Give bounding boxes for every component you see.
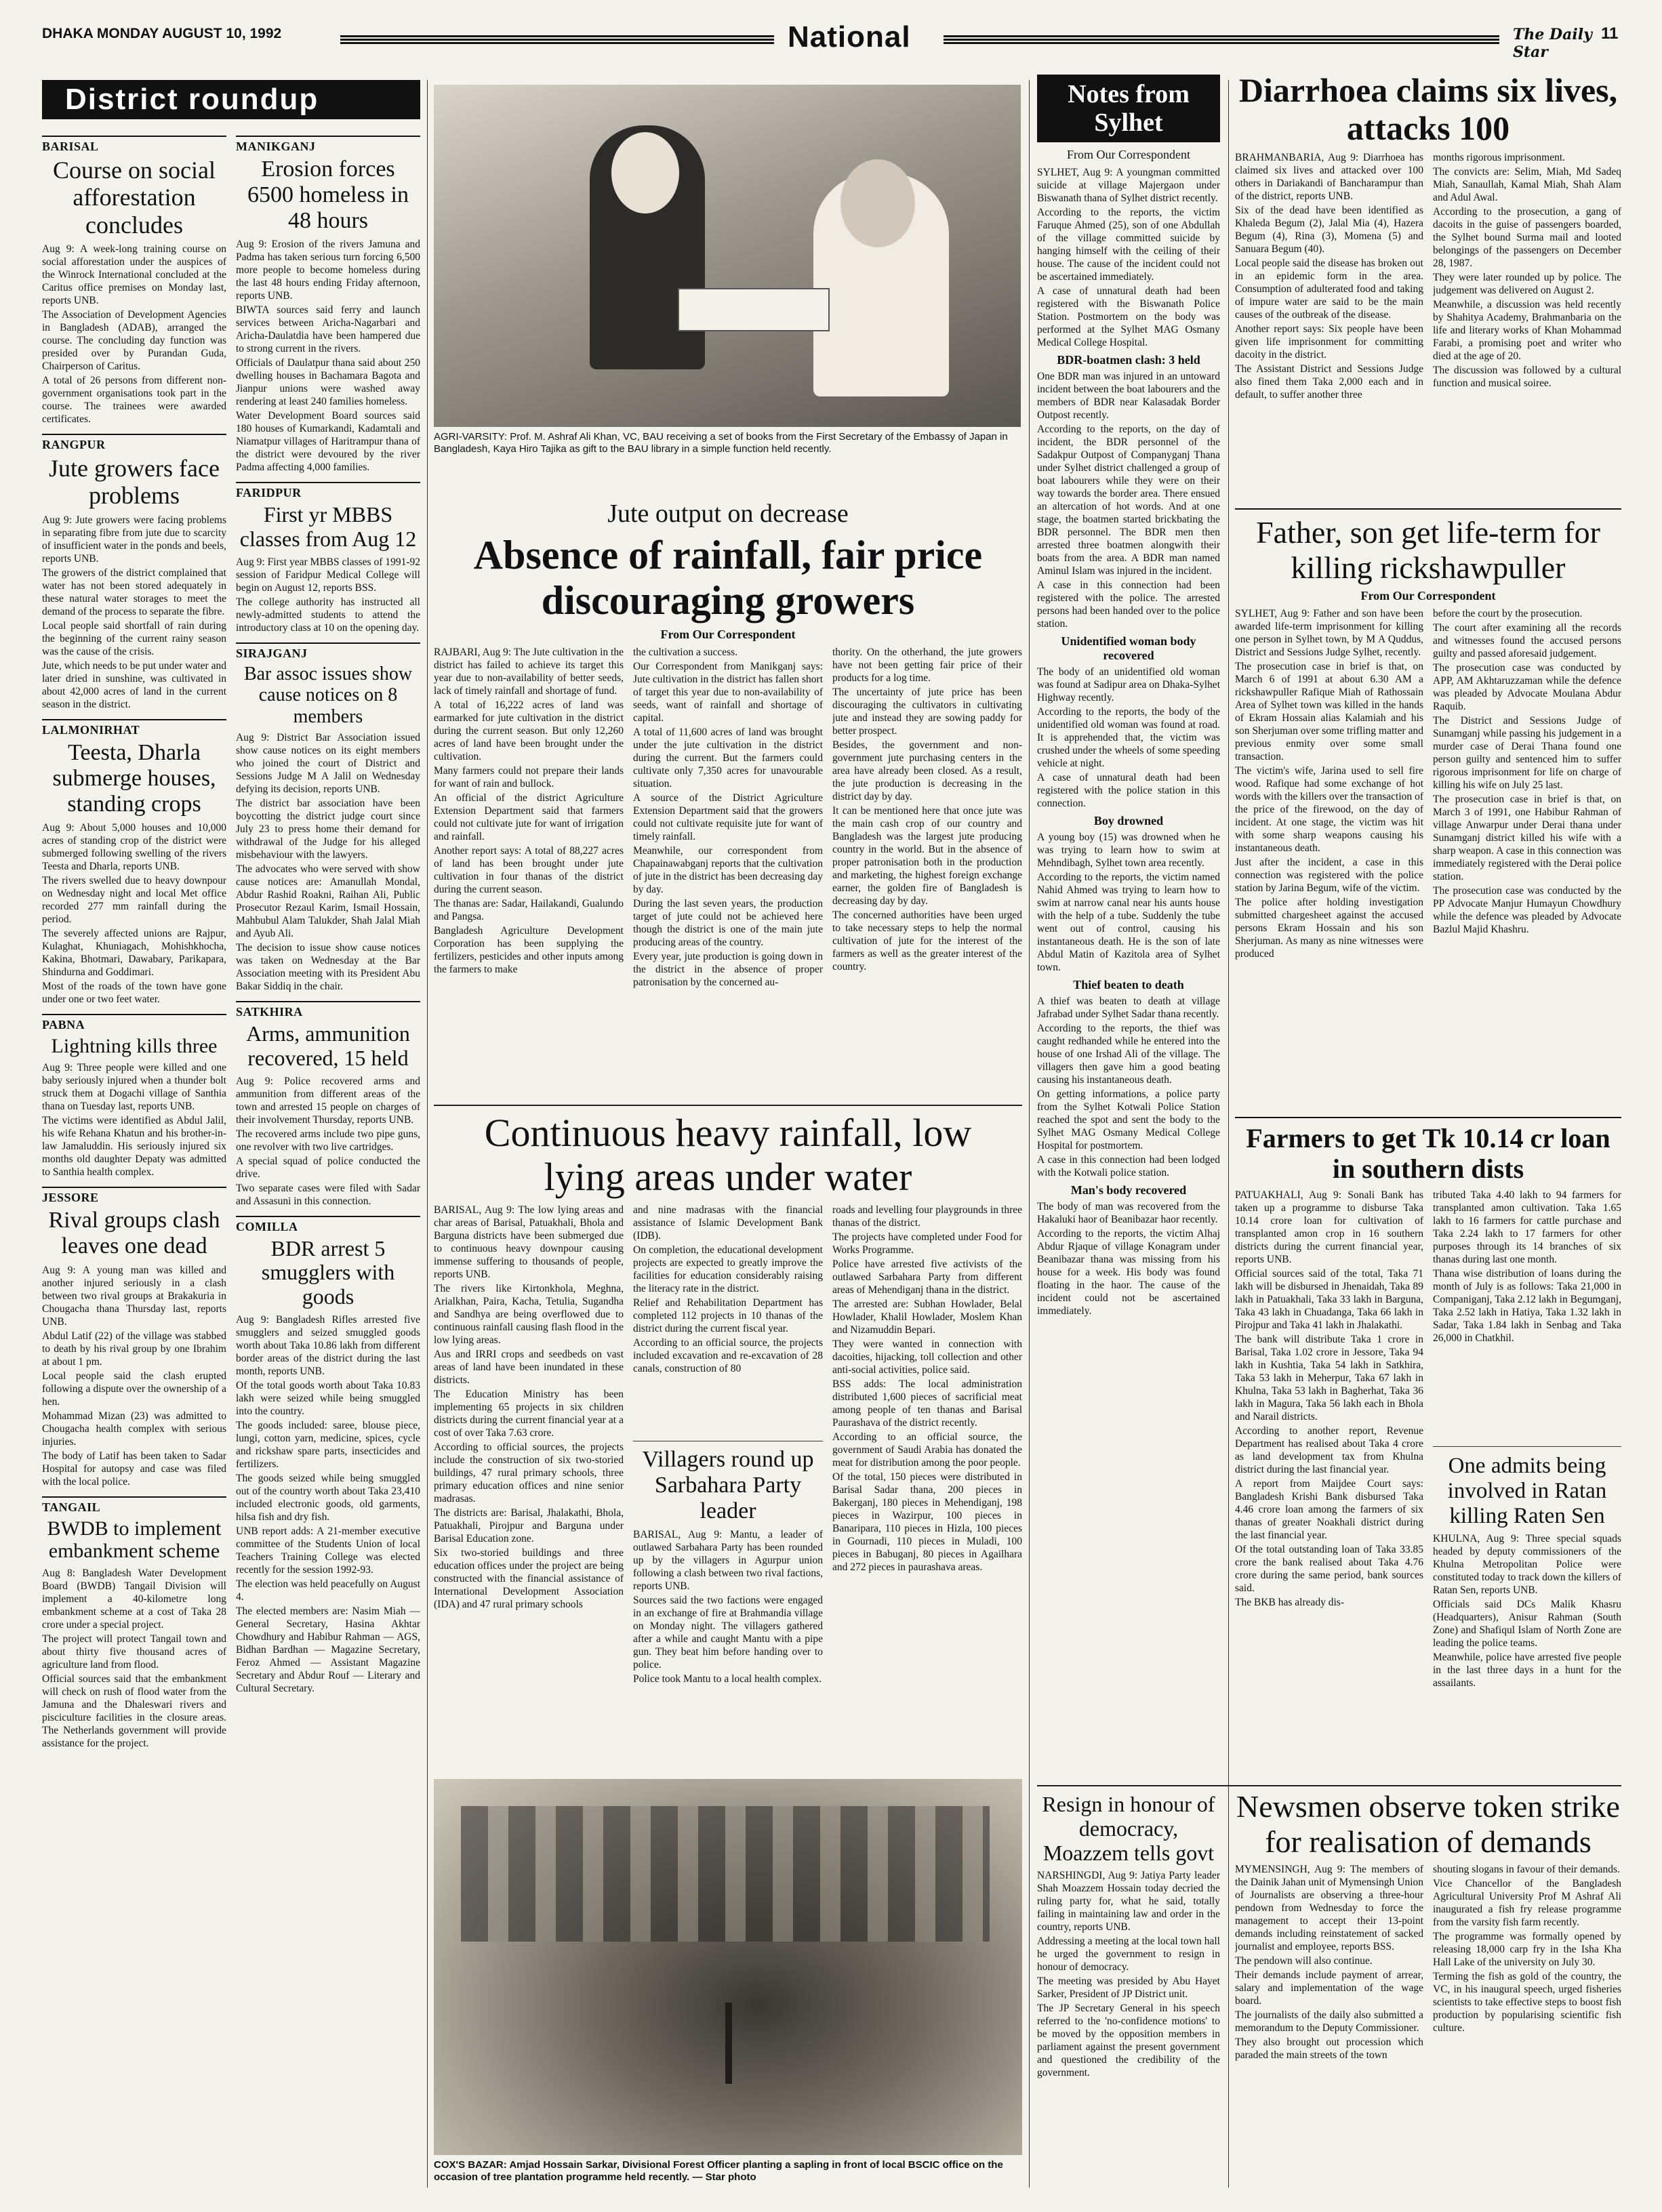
farmers-col-2-wrap [1433, 1189, 1621, 1785]
district-item [42, 1187, 226, 1488]
paragraph: Aug 9: Three people were killed and one baby seriously injured when a thunder bolt struck them at Dogachi village of Santhia thana on Tuesday last, reports UNB. [42, 1062, 226, 1113]
paragraph: Terming the fish as gold of the country, the VC, in his inaugural speech, urged fisheries scientists to take effective steps to boost fish production by popularising scientific fish culture. [1433, 1971, 1621, 2034]
column-rule [427, 80, 428, 2188]
paragraph: Aug 9: Police recovered arms and ammunition from different areas of the town and arrested 15 people on charges of their involvement Thursday, reports UNB. [236, 1075, 420, 1126]
rainfall-story [434, 1111, 1022, 1789]
paragraph: Thana wise distribution of loans during the month of July is as follows: Taka 21,000 in Companiganj, Taka 2.12 lakh in Begumganj, Taka 2.52 lakh in Hatiya, Taka 1.32 lakh in Sadar, Taka 1.84 lakh in Senbag and Taka 26,000 in Chatkhil. [1433, 1267, 1621, 1344]
newsmen-story [1235, 1789, 1621, 2192]
resign-headline: Resign in honour of democracy, Moazzem tells govt [1042, 1793, 1215, 1865]
paragraph: Police have arrested five activists of the outlawed Sarbahara Party from different areas of Mehendiganj thana in the district. [832, 1258, 1022, 1296]
father-son-story [1235, 508, 1621, 1105]
coxs-bazar-caption: COX'S BAZAR: Amjad Hossain Sarkar, Divisional Forest Officer planting a sapling in front of local BSCIC office on the occasion of tree plantation programme held recently. — Star photo [434, 2159, 1003, 2183]
rainfall-body [434, 1204, 1022, 1773]
father-son-column [1433, 607, 1621, 1085]
sylhet-subhead: Thief beaten to death [1073, 978, 1184, 991]
paragraph: Of the total, 150 pieces were distributed in Barisal Sadar thana, 200 pieces in Bakerganj, 180 pieces in Mehendiganj, 198 pieces in Wazirpur, 100 pieces in Banaripara, 110 pieces in Hizla, 100 pieces in Gournadi, 110 pieces in Muladi, 100 pieces in Babuganj, 80 pieces in Agailhara and 272 pieces in paurashava areas. [832, 1471, 1022, 1573]
paragraph: According to the prosecution, a gang of dacoits in the guise of passengers boarded, the Sylhet bound Surma mail and looted belongings of the passengers on December 28, 1987. [1433, 206, 1621, 269]
sylhet-subhead: Unidentified woman body recovered [1061, 634, 1196, 662]
paragraph: Local people said the disease has broken out in an epidemic form in the area. Consumption of adulterated food and taking of impure water are said to be the main causes of the outbreak of the disease. [1235, 258, 1423, 321]
paragraph: Aug 9: Jute growers were facing problems in separating fibre from jute due to scarcity of insufficient water in the ponds and beels, reports UNB. [42, 514, 226, 565]
farmers-col-1 [1235, 1189, 1423, 1785]
district-name: PABNA [42, 1014, 226, 1032]
paragraph: The uncertainty of jute price has been discouraging the cultivators in cultivating jute and instead they are sowing paddy for better prospect. [832, 687, 1022, 737]
paragraph: Of the total outstanding loan of Taka 33.85 crore the bank realised about Taka 4.76 crore during the same period, bank sources said. [1235, 1543, 1423, 1594]
paragraph: tributed Taka 4.40 lakh to 94 farmers for transplanted amon cultivation. Taka 1.65 lakh to 16 farmers for cattle purchase and Taka 2.24 lakh to 17 farmers for other purposes through its 14 branches of six thanas during last one month. [1433, 1189, 1621, 1265]
rainfall-col-2-wrap [633, 1204, 823, 1773]
newsmen-column [1433, 1863, 1621, 2148]
paragraph: BARISAL, Aug 9: Mantu, a leader of outlawed Sarbahara Party has been rounded up by the villagers in Agurpur union following a clash between two rival factions, reports UNB. [633, 1529, 823, 1593]
paragraph: The rivers swelled due to heavy downpour on Wednesday night and local Met office recorded 277 mm rainfall during the period. [42, 874, 226, 925]
sylhet-subhead: Boy drowned [1093, 814, 1164, 827]
paragraph: The rivers like Kirtonkhola, Meghna, Arialkhan, Paira, Kacha, Tetulia, Sugandha and Sandhya are being overflowed due to continuous rainfall causing flash flood in the low lying areas. [434, 1282, 624, 1346]
paragraph: They also brought out procession which paraded the main streets of the town [1235, 2036, 1423, 2062]
paragraph: A case in this connection had been registered with the police. The arrested persons had been handed over to the police station. [1037, 579, 1220, 630]
paragraph: According to the reports, on the day of incident, the BDR personnel of the Sadakpur Outpost of Companyganj Thana under Sylhet district challenged a group of boat labourers while they were on their way towards the border area. There ensued an altercation of hot words. And at one stage, the boatmen started brickbating the BDR personnel. The BDR men then arrested three boatmen alongwith their boats from the area. A BDR man named Aminul Islam was injured in the incident. [1037, 424, 1220, 577]
paragraph: According to the reports, the victim Alhaj Abdur Rjaque of village Konagram under Beanibazar thana was missing from his house for a week. His body was found floating in the haor. The cause of the incident could not be ascertained immediately. [1037, 1228, 1220, 1317]
district-item [236, 482, 420, 634]
paragraph: The journalists of the daily also submitted a memorandum to the Deputy Commissioner. [1235, 2009, 1423, 2034]
paragraph: According to the reports, the victim named Nahid Ahmed was trying to learn how to swim at narrow canal near his aunts house with the help of a tube. Suddenly the tube went out of control, causing his instantaneous death. He is the son of late Abdul Matin of Kazitola area of Sylhet town. [1037, 872, 1220, 973]
paragraph: and nine madrasas with the financial assistance of Islamic Development Bank (IDB). [633, 1204, 823, 1242]
paragraph: Meanwhile, a discussion was held recently by Shahitya Academy, Brahmanbaria on the life and literary works of Khan Mohammad Farabi, a promising poet and writer who died at the age of 20. [1433, 299, 1621, 362]
paragraph: A total of 26 persons from different non-government organisations took part in the course. The trainees were awarded certificates. [42, 374, 226, 425]
paragraph: The recovered arms include two pipe guns, one revolver with two live cartridges. [236, 1128, 420, 1153]
paragraph: BARISAL, Aug 9: The low lying areas and char areas of Barisal, Patuakhali, Bhola and Barguna districts have been submerged due to continuous heavy downpour causing immense suffering to thousands of people, reports UNB. [434, 1204, 624, 1280]
paragraph: The victim's wife, Jarina used to sell fire wood. Rafique had some exchange of hot words with the killers over the transaction of the price of the firewood, on the day of incident. At one stage, the victim was hit with some sharp weapons causing his instantaneous death. [1235, 765, 1423, 855]
masthead-rule-right [944, 35, 1499, 45]
paragraph: According to an official source, the projects included excavation and re-excavation of 28 canals, construction of 80 [633, 1336, 823, 1374]
paragraph: Aug 9: First year MBBS classes of 1991-92 session of Faridpur Medical College will begin on August 12, reports BSS. [236, 556, 420, 594]
paragraph: The prosecution case was conducted by APP, AM Akhtaruzzaman while the defence was pleaded by Advocate Moulana Abdur Raquib. [1433, 662, 1621, 713]
roundup-col-2 [236, 136, 420, 2182]
paragraph: The meeting was presided by Abu Hayet Sarker, President of JP District unit. [1037, 1975, 1220, 2001]
district-name: JESSORE [42, 1187, 226, 1205]
paragraph: The advocates who were served with show cause notices are: Amanullah Mondal, Abdur Rashid Roakni, Raihan Ali, Public Prosecutor Rezaul Karim, Ismail Hossain, Mahbubul Alam Talukder, Shah Jalal Miah and Ayub Ali. [236, 863, 420, 939]
district-name: RANGPUR [42, 434, 226, 452]
agri-varsity-photo-block [434, 85, 1021, 478]
paragraph: The concerned authorities have been urged to take necessary steps to help the normal cultivation of jute for the interest of the farmers as well as the greater interest of the country. [832, 909, 1022, 973]
column-rule [1228, 80, 1229, 2188]
paragraph: The programme was formally opened by releasing 18,000 carp fry in the Isha Kha Hall Lake of the university on July 30. [1433, 1931, 1621, 1969]
villagers-body [633, 1528, 823, 1685]
rainfall-headline: Continuous heavy rainfall, low lying areas under water [484, 1111, 972, 1199]
paragraph: A source of the District Agriculture Extension Department said that the growers could not cultivate requisite jute for want of timely rainfall. [633, 792, 823, 843]
paragraph: Meanwhile, police have arrested five people in the last three days in a hunt for the assailants. [1433, 1652, 1621, 1689]
paragraph: The body of an unidentified old woman was found at Sadipur area on Dhaka-Sylhet Highway recently. [1037, 666, 1220, 703]
district-headline: Course on social afforestation concludes [53, 157, 216, 239]
district-item [236, 642, 420, 993]
paragraph: Abdul Latif (22) of the village was stabbed to death by his rival group by one Ibrahim at about 1 pm. [42, 1330, 226, 1368]
district-headline: First yr MBBS classes from Aug 12 [239, 502, 417, 552]
ratan-sen-body [1433, 1532, 1621, 1689]
farmers-col-2 [1433, 1189, 1621, 1439]
paragraph: The JP Secretary General in his speech referred to the 'no-confidence motions' to be moved by the opposition members in parliament against the present government and questioned the credibility of the government. [1037, 2003, 1220, 2079]
jute-column [434, 646, 624, 1095]
sylhet-notes [1037, 75, 1220, 1779]
paragraph: Aug 9: A young man was killed and another injured seriously in a clash between two rival groups at Brakakuria in Chougacha thana Thursday last, reports UNB. [42, 1264, 226, 1328]
section-rule [434, 1105, 1022, 1106]
paragraph: Aug 9: Bangladesh Rifles arrested five smugglers and seized smuggled goods worth about Taka 10.86 lakh from different border areas of the district during the last month, reports UNB. [236, 1314, 420, 1378]
father-son-byline: From Our Correspondent [1360, 589, 1496, 603]
district-headline: Jute growers face problems [49, 454, 220, 510]
sylhet-body [1037, 166, 1220, 1317]
paragraph: It can be mentioned here that once jute was the main cash crop of our country and Bangladesh was the largest jute producing country in the world. But in the absence of proper patronisation both in the production and marketing, the highest foreign exchange earner, the golden fire of Bangladesh is decreasing day by day. [832, 805, 1022, 907]
paragraph: The BKB has already dis- [1235, 1596, 1344, 1608]
paragraph: The Assistant District and Sessions Judge also fined them Taka 2,000 each and in default, to suffer another three [1235, 363, 1423, 401]
person-left-face [611, 132, 679, 213]
paragraph: The bank will distribute Taka 1 crore in Barisal, Taka 1.02 crore in Jessore, Taka 94 lakh in Kushtia, Taka 54 lakh in Satkhira, Taka 53 lakh in Meherpur, Taka 67 lakh in Khulna, Taka 53 lakh in Bagherhat, Taka 36 lakh in Magura, Taka 56 lakh each in Bhola and Narail districts. [1235, 1333, 1423, 1422]
paragraph: PATUAKHALI, Aug 9: Sonali Bank has taken up a programme to disburse Taka 10.14 crore loan for cultivation of transplanted amon crop in 16 southern districts during the current financial year, reports UNB. [1235, 1189, 1423, 1265]
paragraph: Another report says: A total of 88,227 acres of land has been brought under jute cultivation in four thanas of the district during the current season. [434, 845, 624, 896]
page-number: 11 [1601, 24, 1619, 43]
paragraph: Six of the dead have been identified as Khaleda Begum (2), Jalal Mia (4), Hazera Begum (4), Rina (3), Momena (5) and Sanuara Begum (40). [1235, 205, 1423, 255]
paragraph: According to the reports, the thief was caught redhanded while he entered into the house of one Irshad Ali of the village. The villagers then gave him a good beating causing his instantaneous death. [1037, 1023, 1220, 1086]
paragraph: The court after examining all the records and witnesses found the accused persons guilty and passed aforesaid judgement. [1433, 622, 1621, 660]
paragraph: A special squad of police conducted the drive. [236, 1155, 420, 1180]
district-headline: Bar assoc issues show cause notices on 8 members [243, 663, 413, 727]
paragraph: Six two-storied buildings and three education offices under the project are being constructed with the financial assistance of International Development Association (IDA) and 47 rural primary schools [434, 1547, 624, 1610]
district-headline: BWDB to implement embankment scheme [47, 1517, 222, 1563]
jute-column [633, 646, 823, 1095]
paragraph: One BDR man was injured in an untoward incident between the boat labourers and the members of BDR near Kalasadak Border Outpost recently. [1037, 371, 1220, 421]
paragraph: RAJBARI, Aug 9: The Jute cultivation in the district has failed to achieve its target this year due to non-availability of better seeds, lack of timely rainfall and shortage of fund. [434, 647, 624, 697]
paragraph: The project will protect Tangail town and about thirty five thousand acres of agriculture land from flood. [42, 1633, 226, 1671]
sapling-shape [725, 2003, 732, 2084]
section-name: National [788, 20, 911, 54]
paragraph: A young boy (15) was drowned when he was trying to learn how to swim at Mehndibagh, Sylhet town area recently. [1037, 832, 1220, 869]
paragraph: A case in this connection had been lodged with the Kotwali police station. [1037, 1154, 1220, 1179]
district-headline: Teesta, Dharla submerge houses, standing crops [52, 739, 216, 817]
paragraph: The districts are: Barisal, Jhalakathi, Bhola, Patuakhali, Pirojpur and Barguna under Barisal Education zone. [434, 1507, 624, 1544]
district-item [42, 719, 226, 1006]
paragraph: Meanwhile, our correspondent from Chapainawabganj reports that the cultivation of jute in the district has been decreasing day by day. [633, 845, 823, 896]
paragraph: Addressing a meeting at the local town hall he urged the government to resign in honour of democracy. [1037, 1936, 1220, 1973]
agri-varsity-caption: AGRI-VARSITY: Prof. M. Ashraf Ali Khan, VC, BAU receiving a set of books from the First Secretary of the Embassy of Japan in Bangladesh, Kaya Hiro Tajika as gift to the BAU library in a simple function held recently. [434, 431, 1008, 455]
district-name: LALMONIRHAT [42, 719, 226, 737]
sylhet-subhead: BDR-boatmen clash: 3 held [1057, 353, 1200, 367]
paragraph: According to another report, Revenue Department has realised about Taka 4 crore as land development tax from Khulna district during the last financial year. [1235, 1425, 1423, 1475]
paragraph: Relief and Rehabilitation Department has completed 112 projects in 10 thanas of the district during the current fiscal year. [633, 1296, 823, 1334]
paragraph: Aug 9: About 5,000 houses and 10,000 acres of standing crop of the district were submerged following swelling of the rivers Teesta and Dharla, reports UNB. [42, 821, 226, 872]
roundup-columns [42, 136, 420, 2182]
district-item [236, 136, 420, 474]
column-rule [1029, 80, 1030, 2188]
district-headline: Erosion forces 6500 homeless in 48 hours [247, 157, 409, 234]
paragraph: shouting slogans in favour of their demands. [1433, 1864, 1620, 1876]
paragraph: thority. On the otherhand, the jute growers have not been getting fair price of their products for a log time. [832, 647, 1022, 684]
district-name: BARISAL [42, 136, 226, 154]
paragraph: Most of the roads of the town have gone under one or two feet water. [42, 980, 226, 1005]
paragraph: The thanas are: Sadar, Hailakandi, Gualundo and Pangsa. [434, 898, 624, 923]
paragraph: The prosecution case was conducted by the PP Advocate Manjur Humayun Chowdhury while the defence was pleaded by Advocate Bazlul Majid Khashru. [1433, 885, 1621, 936]
paragraph: Local people said the clash erupted following a dispute over the ownership of a hen. [42, 1370, 226, 1408]
paragraph: A report from Maijdee Court says: Bangladesh Krishi Bank disbursed Taka 4.46 crore loan among the farmers of six thanas of greater Noakhali district during the last financial year. [1235, 1477, 1423, 1541]
paragraph: Bangladesh Agriculture Development Corporation has been supplying the fertilizers, pesticides and other inputs among the farmers to make [434, 925, 624, 976]
paragraph: Every year, jute production is going down in the district in the absence of proper patronisation by the concerned au- [633, 951, 823, 989]
father-son-column [1235, 607, 1423, 1085]
diarrhoea-column [1235, 151, 1423, 490]
paragraph: According to the reports, the victim Faruque Ahmed (25), son of one Abdullah of the village committed suicide by hanging himself with the ceiling of their house. The cause of the incident could not be ascertained immediately. [1037, 207, 1220, 283]
sylhet-subhead: Man's body recovered [1070, 1183, 1187, 1197]
paragraph: Another report says: Six people have been given life imprisonment for committing dacoity in the district. [1235, 323, 1423, 361]
paragraph: Official sources said of the total, Taka 71 lakh will be disbursed in Jhenaidah, Taka 89 lakh in Patuakhali, Taka 33 lakh in Barguna, Taka 43 lakh in Chuadanga, Taka 66 lakh in Pirojpur and Taka 41 lakh in Jhalakathi. [1235, 1267, 1423, 1331]
paragraph: The elected members are: Nasim Miah — General Secretary, Hasina Akhtar Chowdhury and Habibur Rahman — AGS, Bidhan Bardhan — Magazine Secretary, Feroz Ahmed — Assistant Magazine Secretary and Abdur Rouf — Literary and Cultural Secretary. [236, 1605, 420, 1695]
paragraph: The prosecution case in brief is that, on March 3 of 1991, one Habibur Rahman of village Anwarpur under Derai thana under Sunamganj district killed his wife with a sharp weapon. A case in this connection was immediately registered with the Derai police station. [1433, 794, 1621, 883]
paragraph: A total of 16,222 acres of land was earmarked for jute cultivation in the district during the current season. But only 12,260 acres of land have been brought under the cultivation. [434, 699, 624, 763]
paragraph: The district bar association have been boycotting the district judge court since July 23 to press home their demand for withdrawal of the Judge for his alleged misbehaviour with the lawyers. [236, 797, 420, 861]
paragraph: BIWTA sources said ferry and launch services between Aricha-Nagarbari and Aricha-Daulatdia have been hampered due to strong current in the rivers. [236, 304, 420, 355]
sylhet-byline: From Our Correspondent [1067, 148, 1190, 161]
coxs-bazar-photo [434, 1779, 1022, 2155]
district-headline: BDR arrest 5 smugglers with goods [261, 1235, 395, 1309]
paragraph: The body of Latif has been taken to Sadar Hospital for autopsy and case was filed with the local police. [42, 1450, 226, 1488]
book-gift [678, 288, 830, 331]
paragraph: According to an official source, the government of Saudi Arabia has donated the meat for distribution among the poor people. [832, 1431, 1022, 1469]
paragraph: The election was held peacefully on August 4. [236, 1578, 420, 1603]
paragraph: Mohammad Mizan (23) was admitted to Chougacha health complex with serious injuries. [42, 1410, 226, 1448]
paragraph: They were wanted in connection with dacoities, hijacking, toll collection and other anti-social activities, police said. [832, 1338, 1022, 1376]
paragraph: Police took Mantu to a local health complex. [633, 1673, 822, 1685]
paragraph: Aug 9: A week-long training course on social afforestation under the auspices of the Winrock International concluded at the Caritus office premises on Monday last, reports UNB. [42, 243, 226, 306]
paragraph: months rigorous imprisonment. [1433, 152, 1566, 163]
paragraph: The Association of Development Agencies in Bangladesh (ADAB), arranged the course. The concluding day function was presided over by Purandan Guda, Chairperson of Caritus. [42, 308, 226, 372]
farmers-body [1235, 1189, 1621, 1785]
father-son-columns [1235, 607, 1621, 1085]
sylhet-banner [1037, 75, 1220, 142]
paragraph: The prosecution case in brief is that, on March 6 of 1991 at about 6.30 AM a rickshawpuller Rafique Miah of Rathossain Area of Sylhet town was killed in the hands of Ekram Hossain alias Kalamiah and his son Sherjuman over some trifling matter and previous enmity over some small transaction. [1235, 661, 1423, 763]
district-item [236, 1001, 420, 1208]
resign-story [1037, 1793, 1220, 2192]
district-name: TANGAIL [42, 1496, 226, 1515]
paragraph: The victims were identified as Abdul Jalil, his wife Rehana Khatun and his brother-in-law Jamaluddin. His seriously injured six months old daughter Depaty was admitted to Santhia health complex. [42, 1115, 226, 1179]
district-roundup [42, 80, 420, 2188]
paragraph: SYLHET, Aug 9: Father and son have been awarded life-term imprisonment for killing one person in Sylhet town, by M A Quddus, District and Sessions Judge Sylhet, recently. [1235, 608, 1423, 659]
ratan-sen-story [1433, 1446, 1621, 1690]
paragraph: The projects have completed under Food for Works Programme. [832, 1231, 1022, 1256]
paragraph: The body of man was recovered from the Hakaluki haor of Beanibazar haor recently. [1037, 1201, 1220, 1225]
paragraph: The police after holding investigation submitted chargesheet against the accused persons Ekram Hossain and his son Sherjuman. As many as nine witnesses were produced [1235, 897, 1423, 960]
paragraph: Besides, the government and non-government jute purchasing centers in the area have already been closed. As a result, the jute production is decreasing in the district day by day. [832, 739, 1022, 803]
diarrhoea-columns [1235, 151, 1621, 490]
rainfall-col-3 [832, 1204, 1022, 1773]
father-son-headline: Father, son get life-term for killing rickshawpuller [1235, 508, 1621, 585]
section-rule [1037, 1785, 1621, 1786]
paragraph: The decision to issue show cause notices was taken on Wednesday at the Bar Association meeting with its President Abu Bakar Siddiq in the chair. [236, 941, 420, 992]
jute-column [832, 646, 1022, 1095]
paragraph: Officials of Daulatpur thana said about 250 dwelling houses in Bachamara Bagota and Jianpur unions were washed away rendering at least 240 families homeless. [236, 357, 420, 408]
paragraph: Official sources said that the embankment will check on rush of flood water from the Jamuna and the Dhaleswari rivers and pisciculture facilities in the closure areas. The Netherlands government will provide assistance for the project. [42, 1673, 226, 1749]
paragraph: According to the reports, the body of the unidentified old woman was found at road. It is apprehended that, the victim was crushed under the wheels of some speeding vehicle at night. [1037, 706, 1220, 769]
sylhet-banner-label: Notes from Sylhet [1068, 80, 1190, 137]
paragraph: BRAHMANBARIA, Aug 9: Diarrhoea has claimed six lives and attacked over 100 others in Dariakandi of Bancharampur than of the district, reports UNB. [1235, 152, 1423, 202]
masthead [42, 20, 1621, 61]
ratan-sen-headline: One admits being involved in Ratan killing Raten Sen [1447, 1453, 1607, 1528]
paragraph: Of the total goods worth about Taka 10.83 lakh were seized while being smuggled into the country. [236, 1380, 420, 1418]
paragraph: Aug 9: Erosion of the rivers Jamuna and Padma has taken serious turn forcing 6,500 more people to become homeless during the last 48 hours ending Friday afternoon, reports UNB. [236, 239, 420, 302]
roundup-banner [42, 80, 420, 119]
paragraph: Jute, which needs to be put under water and later dried in sunshine, was cultivated in about 42,000 acres of land in the current season in the district. [42, 659, 226, 710]
paragraph: Sources said the two factions were engaged in an exchange of fire at Brahmandia village on Monday night. The villagers gathered after a while and caught Mantu with a pipe gun. They beat him before handing over to police. [633, 1595, 823, 1671]
roundup-col-1 [42, 136, 226, 2182]
district-item [236, 1216, 420, 1695]
diarrhoea-column [1433, 151, 1621, 490]
paragraph: The growers of the district complained that water has not been stored adequately in these natural water storages to meet the demand of the process to separate the fibre. [42, 567, 226, 617]
paragraph: According to official sources, the projects include the construction of six two-storied buildings, 47 rural primary schools, three primary education offices and nine senior madrasas. [434, 1441, 624, 1504]
paragraph: A case of unnatural death had been registered with the police station in this connection. [1037, 772, 1220, 809]
paragraph: The college authority has instructed all newly-admitted students to attend the introductory class at 10 on the opening day. [236, 596, 420, 634]
paragraph: Just after the incident, a case in this connection was registered with the police station by Jarina Begum, wife of the victim. [1235, 857, 1423, 895]
district-name: SIRAJGANJ [236, 642, 420, 661]
district-item [42, 136, 226, 426]
paragraph: The pendown will also continue. [1235, 1955, 1373, 1967]
crowd-shadow [461, 1806, 990, 1942]
paragraph: The Education Ministry has been implementing 65 projects in six children districts during the current financial year at a cost of over Taka 7.63 crore. [434, 1388, 624, 1439]
district-name: SATKHIRA [236, 1001, 420, 1019]
paragraph: The District and Sessions Judge of Sunamganj while passing his judgement in a murder case of Derai Thana found one person guilty and sentenced him to suffer rigorous imprisonment for life on charge of killing his wife on July 25 last. [1433, 715, 1621, 792]
district-name: MANIKGANJ [236, 136, 420, 154]
paragraph: The convicts are: Selim, Miah, Md Sadeq Miah, Sanaullah, Kamal Miah, Shah Alam and Adul Awal. [1433, 166, 1621, 203]
district-item [42, 1496, 226, 1750]
paragraph: the cultivation a success. [633, 647, 738, 659]
paragraph: Water Development Board sources said 180 houses of Kumarkandi, Kadamtali and Niamatpur villages of Haritrampur thana of the district were devoured by the river Padma affecting 4,000 families. [236, 410, 420, 474]
farmers-headline: Farmers to get Tk 10.14 cr loan in southern dists [1235, 1117, 1621, 1185]
diarrhoea-story [1235, 71, 1621, 498]
paragraph: BSS adds: The local administration distributed 1,600 pieces of sacrificial meat among people of ten thanas and Barisal Paurashava of the district recently. [832, 1378, 1022, 1429]
paragraph: Their demands include payment of arrear, salary and implementation of the wage board. [1235, 1969, 1423, 2007]
masthead-rule-left [340, 35, 774, 45]
district-headline: Lightning kills three [51, 1034, 218, 1057]
paragraph: The severely affected unions are Rajpur, Kulaghat, Khuniagach, Mohishkhocha, Kakina, Bhotmari, Dawabary, Parikapara, Shindurna and Goddimari. [42, 927, 226, 978]
paragraph: The discussion was followed by a cultural function and musical soiree. [1433, 365, 1621, 389]
jute-kicker: Jute output on decrease [607, 499, 849, 528]
paragraph: They were later rounded up by police. The judgement was delivered on August 2. [1433, 272, 1621, 296]
district-name: COMILLA [236, 1216, 420, 1234]
paragraph: During the last seven years, the production target of jute could not be achieved here though the district is one of the main jute producing areas of the country. [633, 898, 823, 949]
agri-varsity-photo [434, 85, 1021, 427]
paragraph: A case of unnatural death had been registered with the Biswanath Police Station. Postmortem on the body was performed at the Sylhet MAG Osmany Medical College Hospital. [1037, 285, 1220, 348]
jute-headline: Absence of rainfall, fair price discouraging growers [473, 533, 983, 623]
resign-body [1037, 1869, 1220, 2079]
dateline: DHAKA MONDAY AUGUST 10, 1992 [42, 26, 282, 41]
newsmen-column [1235, 1863, 1423, 2148]
paragraph: MYMENSINGH, Aug 9: The members of the Dainik Jahan unit of Mymensingh Union of Journalists are observing a three-hour pendown from Wednesday to force the management to accept their 13-point demands including reinstatement of sacked journalist and employee, reports BSS. [1235, 1864, 1423, 1953]
paragraph: Aug 9: District Bar Association issued show cause notices on its eight members who joined the court of District and Sessions Judge M A Jalil on Wednesday defying its decision, reports UNB. [236, 731, 420, 795]
paragraph: NARSHINGDI, Aug 9: Jatiya Party leader Shah Moazzem Hossain today decried the ruling party for, what he said, totally failing in maintaining law and order in the country, reports UNB. [1037, 1870, 1220, 1933]
paragraph: The goods included: saree, blouse piece, lungi, cotton yarn, medicine, spices, cycle and rickshaw spare parts, insecticides and fertilizers. [236, 1420, 420, 1471]
district-headline: Rival groups clash leaves one dead [48, 1208, 220, 1259]
paragraph: KHULNA, Aug 9: Three special squads headed by deputy commissioners of the Khulna Metropolitan Police were constituted today to track down the killers of Ratan Sen, reports UNB. [1433, 1533, 1621, 1597]
paragraph: UNB report adds: A 21-member executive committee of the Students Union of local Teachers Training College was elected recently for the session 1992-93. [236, 1525, 420, 1576]
paragraph: A total of 11,600 acres of land was brought under the jute cultivation in the district during the current. But the farmers could cultivate only 7,350 acres for unavourable situation. [633, 726, 823, 790]
paragraph: An official of the district Agriculture Extension Department said that farmers could not cultivate jute for want of irrigation and rainfall. [434, 792, 624, 843]
jute-story [434, 499, 1022, 1095]
paragraph: Local people said shortfall of rain during the beginning of the current rainy season was the cause of the crisis. [42, 619, 226, 657]
district-item [42, 434, 226, 711]
diarrhoea-headline: Diarrhoea claims six lives, attacks 100 [1238, 71, 1618, 147]
newsmen-headline: Newsmen observe token strike for realisation of demands [1236, 1789, 1620, 1859]
paragraph: A thief was beaten to death at village Jafrabad under Sylhet Sadar thana recently. [1037, 996, 1220, 1020]
rainfall-col-2 [633, 1204, 823, 1434]
villagers-headline: Villagers round up Sarbahara Party leader [642, 1446, 814, 1524]
paragraph: The goods seized while being smuggled out of the country worth about Taka 23,410 included electronic goods, old garments, hilsa fish and dry fish. [236, 1473, 420, 1523]
paper-name: The Daily Star [1513, 26, 1592, 61]
paragraph: Vice Chancellor of the Bangladesh Agricultural University Prof M Ashraf Ali inaugurated a fish fry release programme from the varsity fish farm recently. [1433, 1878, 1621, 1929]
paragraph: On completion, the educational development projects are expected to greatly improve the facilities for education considerably raising the literacy rate in the district. [633, 1244, 823, 1294]
jute-columns [434, 646, 1022, 1095]
jute-byline: From Our Correspondent [660, 628, 796, 642]
paragraph: roads and levelling four playgrounds in three thanas of the district. [832, 1204, 1022, 1229]
person-right-face [840, 159, 915, 247]
paragraph: Many farmers could not prepare their lands for want of rain and bullock. [434, 765, 624, 790]
paragraph: Aug 8: Bangladesh Water Development Board (BWDB) Tangail Division will implement a 40-kilometre long embankment scheme at a cost of Taka 28 crore under a special project. [42, 1567, 226, 1631]
district-headline: Arms, ammunition recovered, 15 held [246, 1021, 410, 1070]
paragraph: Two separate cases were filed with Sadar and Assasuni in this connection. [236, 1182, 420, 1207]
paragraph: Officials said DCs Malik Khasru (Headquarters), Anisur Rahman (South Zone) and Shafiqul Islam of North Zone are leading the police teams. [1433, 1599, 1621, 1650]
district-name: FARIDPUR [236, 482, 420, 500]
paragraph: before the court by the prosecution. [1433, 608, 1583, 620]
district-item [42, 1014, 226, 1179]
paragraph: The arrested are: Subhan Howlader, Belal Howlader, Khalil Howlader, Moslem Khan and Nizamuddin Bepari. [832, 1298, 1022, 1336]
paragraph: SYLHET, Aug 9: A youngman committed suicide at village Majergaon under Biswanath thana of Sylhet district recently. [1037, 167, 1220, 204]
coxs-bazar-photo-block [434, 1779, 1022, 2192]
farmers-loan-story [1235, 1117, 1621, 1788]
villagers-story [633, 1441, 823, 1685]
rainfall-col-1 [434, 1204, 624, 1773]
paragraph: On getting informations, a police party from the Sylhet Kotwali Police Station reached the spot and sent the body to the Sylhet MAG Osmany Medical College Hospital for postmortem. [1037, 1088, 1220, 1151]
newsmen-columns [1235, 1863, 1621, 2148]
roundup-banner-label: District roundup [65, 83, 319, 116]
paragraph: Aus and IRRI crops and seedbeds on vast areas of land have been inundated in these districts. [434, 1348, 624, 1386]
paragraph: Our Correspondent from Manikganj says: Jute cultivation in the district has fallen short of target this year due to non-availability of seeds, want of rainfall and shortage of capital. [633, 661, 823, 724]
